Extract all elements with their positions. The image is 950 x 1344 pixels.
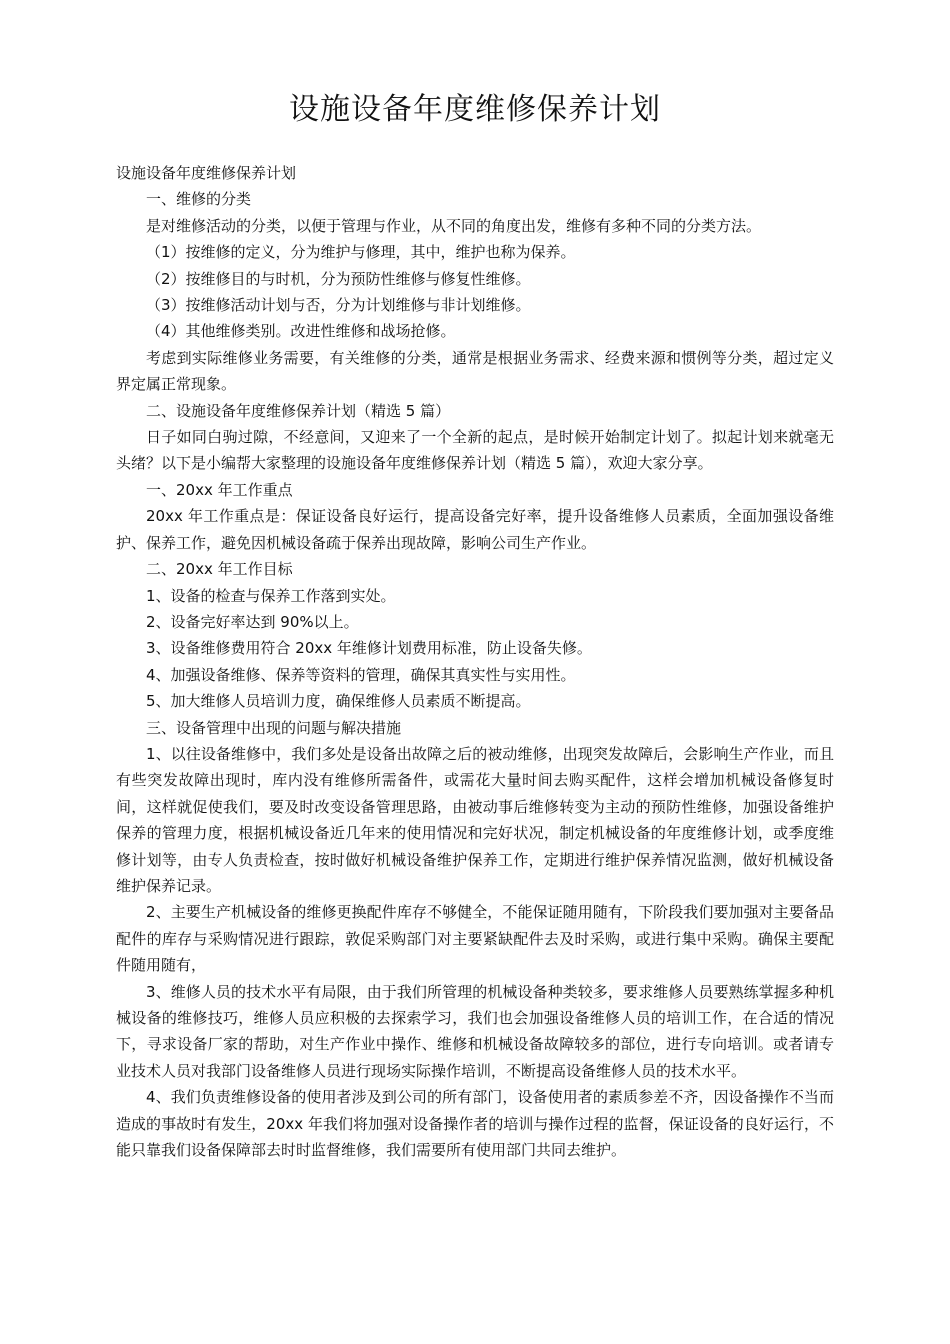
paragraph: 设施设备年度维修保养计划 xyxy=(116,164,297,182)
paragraph: （2）按维修目的与时机，分为预防性维修与修复性维修。 xyxy=(146,269,531,288)
paragraph: 二、设施设备年度维修保养计划（精选 5 篇） xyxy=(146,401,451,420)
paragraph: 3、设备维修费用符合 20xx 年维修计划费用标准，防止设备失修。 xyxy=(146,639,592,658)
document-title: 设施设备年度维修保养计划 xyxy=(289,92,661,127)
paragraph: 是对维修活动的分类，以便于管理与作业，从不同的角度出发，维修有多种不同的分类方法。 xyxy=(146,216,762,235)
paragraph: 20xx 年工作重点是：保证设备良好运行，提高设备完好率，提升设备维修人员素质，全面加强设备维护、保养工作，避免因机械设备疏于保养出现故障，影响公司生产作业。 xyxy=(116,507,834,552)
paragraph: 3、维修人员的技术水平有局限，由于我们所管理的机械设备种类较多，要求维修人员要熟练掌握多种机械设备的维修技巧，维修人员应积极的去探索学习，我们也会加强设备维修人员的培训工作，在合适的情况下，寻求设备厂家的帮助，对生产作业中操作、维修和机械设备故障较多的部位，进行专向培训。或者请专业技术人员对我部门设备维修人员进行现场实际操作培训，不断提高设备维修人员的技术水平。 xyxy=(116,982,834,1080)
paragraph: 5、加大维修人员培训力度，确保维修人员素质不断提高。 xyxy=(146,692,531,711)
paragraph: 4、加强设备维修、保养等资料的管理，确保其真实性与实用性。 xyxy=(146,665,576,684)
paragraph: 一、维修的分类 xyxy=(146,190,252,209)
paragraph: （4）其他维修类别。改进性维修和战场抢修。 xyxy=(146,322,456,341)
paragraph: 考虑到实际维修业务需要，有关维修的分类，通常是根据业务需求、经费来源和惯例等分类，超过定义界定属正常现象。 xyxy=(116,348,834,394)
paragraph: 一、20xx 年工作重点 xyxy=(146,480,293,499)
paragraph: 1、以往设备维修中，我们多处是设备出故障之后的被动维修，出现突发故障后，会影响生产作业，而且有些突发故障出现时，库内没有维修所需备件，或需花大量时间去购买配件，这样会增加机械设备修复时间，这样就促使我们，要及时改变设备管理思路，由被动事后维修转变为主动的预防性维修，加强设备维护保养的管理力度，根据机械设备近几年来的使用情况和完好状况，制定机械设备的年度维修计划，或季度维修计划等，由专人负责检查，按时做好机械设备维护保养工作，定期进行维护保养情况监测，做好机械设备维护保养记录。 xyxy=(116,744,834,895)
paragraph: 4、我们负责维修设备的使用者涉及到公司的所有部门，设备使用者的素质参差不齐，因设备操作不当而造成的事故时有发生，20xx 年我们将加强对设备操作者的培训与操作过程的监督，保证设备的良好运行，不能只靠我们设备保障部去时时监督维修，我们需要所有使用部门共同去维护。 xyxy=(116,1088,834,1160)
paragraph: 三、设备管理中出现的问题与解决措施 xyxy=(146,718,402,737)
paragraph: （3）按维修活动计划与否，分为计划维修与非计划维修。 xyxy=(146,296,531,315)
paragraph: 1、设备的检查与保养工作落到实处。 xyxy=(146,586,396,605)
document-body xyxy=(116,160,834,1163)
paragraph: 2、设备完好率达到 90%以上。 xyxy=(146,612,359,631)
paragraph: 二、20xx 年工作目标 xyxy=(146,560,293,579)
paragraph: （1）按维修的定义，分为维护与修理，其中，维护也称为保养。 xyxy=(146,243,576,262)
paragraph: 2、主要生产机械设备的维修更换配件库存不够健全，不能保证随用随有，下阶段我们要加强对主要备品配件的库存与采购情况进行跟踪，敦促采购部门对主要紧缺配件去及时采购，或进行集中采购。确保主要配件随用随有， xyxy=(116,903,834,975)
paragraph: 日子如同白驹过隙，不经意间，又迎来了一个全新的起点，是时候开始制定计划了。拟起计划来就毫无头绪？以下是小编帮大家整理的设施设备年度维修保养计划（精选 5 篇），欢迎大家分享。 xyxy=(116,428,834,473)
